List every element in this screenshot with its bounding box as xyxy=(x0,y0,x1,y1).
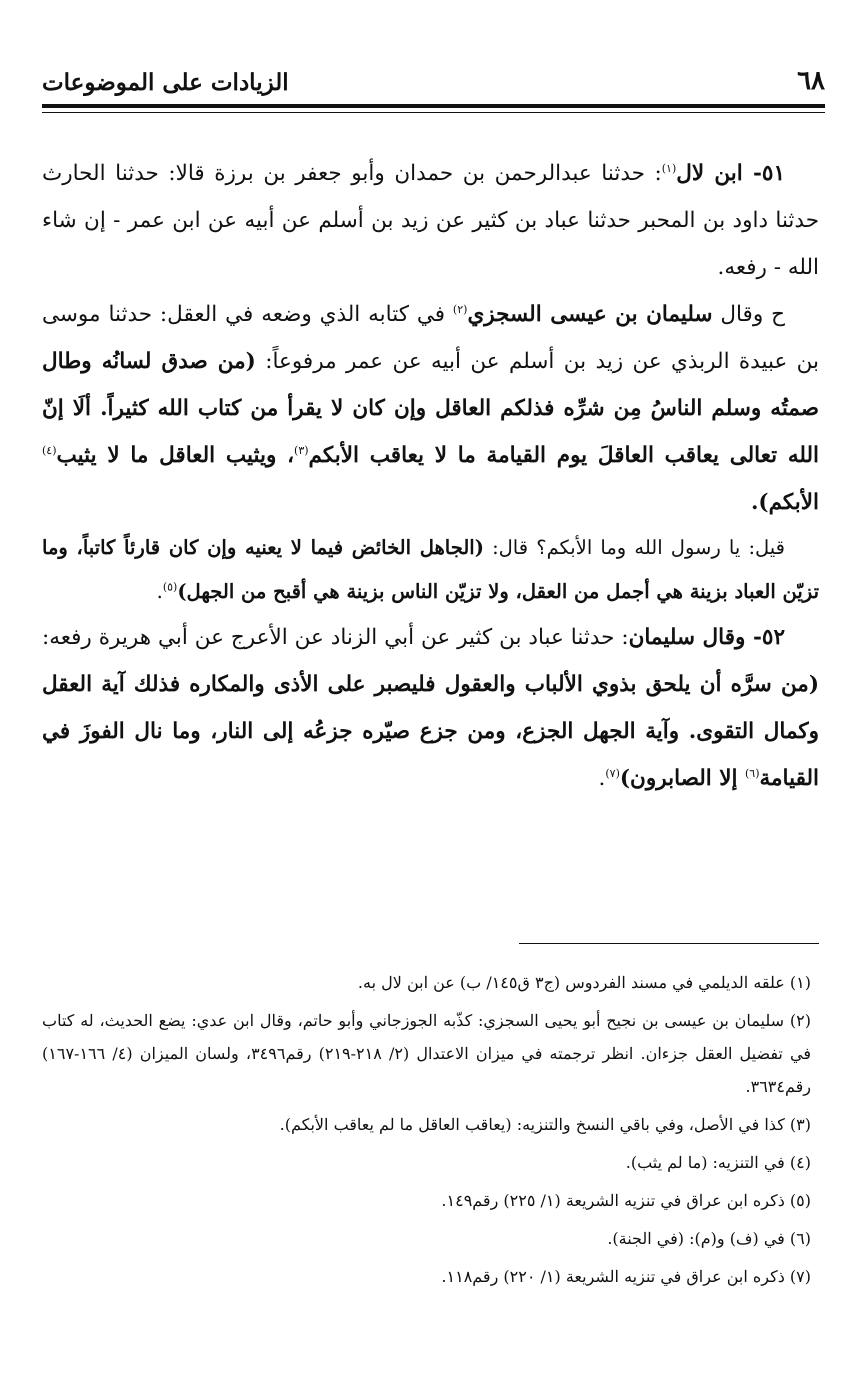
main-text xyxy=(42,150,819,802)
entry-lead: ٥٢- وقال سليمان xyxy=(628,625,785,650)
paragraph-question xyxy=(42,526,819,614)
page-number: ٦٨ xyxy=(797,66,825,96)
paragraph-51 xyxy=(42,150,819,291)
paragraph-text: في كتابه الذي وضعه في العقل: حدثنا موسى بن عبيدة الربذي عن زيد بن أسلم عن أبيه عن عمر مرفوعاً: xyxy=(42,302,819,374)
footnote-ref: (٤) xyxy=(42,443,57,457)
footnote-ref: (٧) xyxy=(605,766,620,780)
footnote-4: (٤) في التنزيه: (ما لم يثب). xyxy=(625,1153,811,1172)
hadith-text: ، ويثيب العاقل ما لا يثيب xyxy=(56,443,295,468)
hadith-text: الأبكم). xyxy=(750,490,819,515)
paragraph-text: قيل: يا رسول الله وما الأبكم؟ قال: xyxy=(483,536,785,559)
header-rule-thick xyxy=(42,104,825,108)
paragraph-text: ح وقال xyxy=(712,302,785,327)
paragraph-52 xyxy=(42,614,819,802)
footnote-5: (٥) ذكره ابن عراق في تنزيه الشريعة (١/ ٢٢٥) رقم١٤٩. xyxy=(441,1191,811,1210)
paragraph-text: . xyxy=(156,580,163,603)
footnote-1: (١) علقه الديلمي في مسند الفردوس (ج٣ ق١٤٥/ ب) عن ابن لال به. xyxy=(357,973,811,992)
hadith-text: (من صدق لسانُه وطال صمتُه وسلم الناسُ مِن شرِّه فذلكم العاقل وإن كان لا يقرأ من كتاب الله كثيراً. ألَا إنّ الله تعالى يعاقب العاقلَ يوم القيامة ما لا يعاقب الأبكم xyxy=(42,349,819,468)
paragraph-text: : حدثنا عباد بن كثير عن أبي الزناد عن الأعرج عن أبي هريرة رفعه: xyxy=(42,625,629,650)
hadith-text: إلا الصابرون) xyxy=(619,766,745,791)
paragraph-sulayman xyxy=(42,291,819,526)
entry-lead: ٥١- ابن لال xyxy=(676,161,785,186)
header-rule-thin xyxy=(42,112,825,113)
footnote-ref: (٥) xyxy=(162,580,178,594)
footnote-ref: (٦) xyxy=(745,766,760,780)
footnote-6: (٦) في (ف) و(م): (في الجنة). xyxy=(607,1229,811,1248)
footnotes xyxy=(42,966,811,1298)
footnote-2: (٢) سليمان بن عيسى بن نجيح أبو يحيى السجزي: كذّبه الجوزجاني وأبو حاتم، وقال ابن عدي: يضع الحديث، له كتاب في تفضيل العقل جزءان. انظر ترجمته في ميزان الاعتدال (٢/ ٢١٨-٢١٩) رقم٣٤٩٦، ولسان الميزان (٤/ ١٦٦-١٦٧) رقم٣٦٣٤. xyxy=(42,1011,812,1096)
footnote-3: (٣) كذا في الأصل، وفي باقي النسخ والتنزيه: (يعاقب العاقل ما لم يعاقب الأبكم). xyxy=(279,1115,811,1134)
running-title: الزيادات على الموضوعات xyxy=(42,69,289,96)
hadith-text: (من سرَّه أن يلحق بذوي الألباب والعقول فليصبر على الأذى والمكاره فذلك آية العقل وكمال التقوى. وآية الجهل الجزع، ومن جزع صيّره جزعُه إلى النار، وما نال الفوزَ في القيامة xyxy=(42,672,819,791)
narrator-name: سليمان بن عيسى السجزي xyxy=(467,302,713,327)
footnote-separator xyxy=(519,943,819,944)
footnote-ref: (٢) xyxy=(452,302,468,316)
hadith-text: (الجاهل الخائض فيما لا يعنيه وإن كان قارئاً كاتباً، وما تزيّن العباد بزينة هي أجمل من العقل، ولا تزيّن الناس بزينة هي أقبح من الجهل) xyxy=(42,536,819,603)
footnote-ref: (٣) xyxy=(294,443,309,457)
page-header xyxy=(42,56,825,96)
footnote-ref: (١) xyxy=(661,161,677,175)
paragraph-text: . xyxy=(598,766,606,791)
footnote-7: (٧) ذكره ابن عراق في تنزيه الشريعة (١/ ٢٢٠) رقم١١٨. xyxy=(441,1267,811,1286)
paragraph-text: : حدثنا عبدالرحمن بن حمدان وأبو جعفر بن برزة قالا: حدثنا الحارث حدثنا داود بن المحبر حدثنا عباد بن كثير عن زيد بن أسلم عن أبيه عن ابن عمر - إن شاء الله - رفعه. xyxy=(42,161,819,280)
